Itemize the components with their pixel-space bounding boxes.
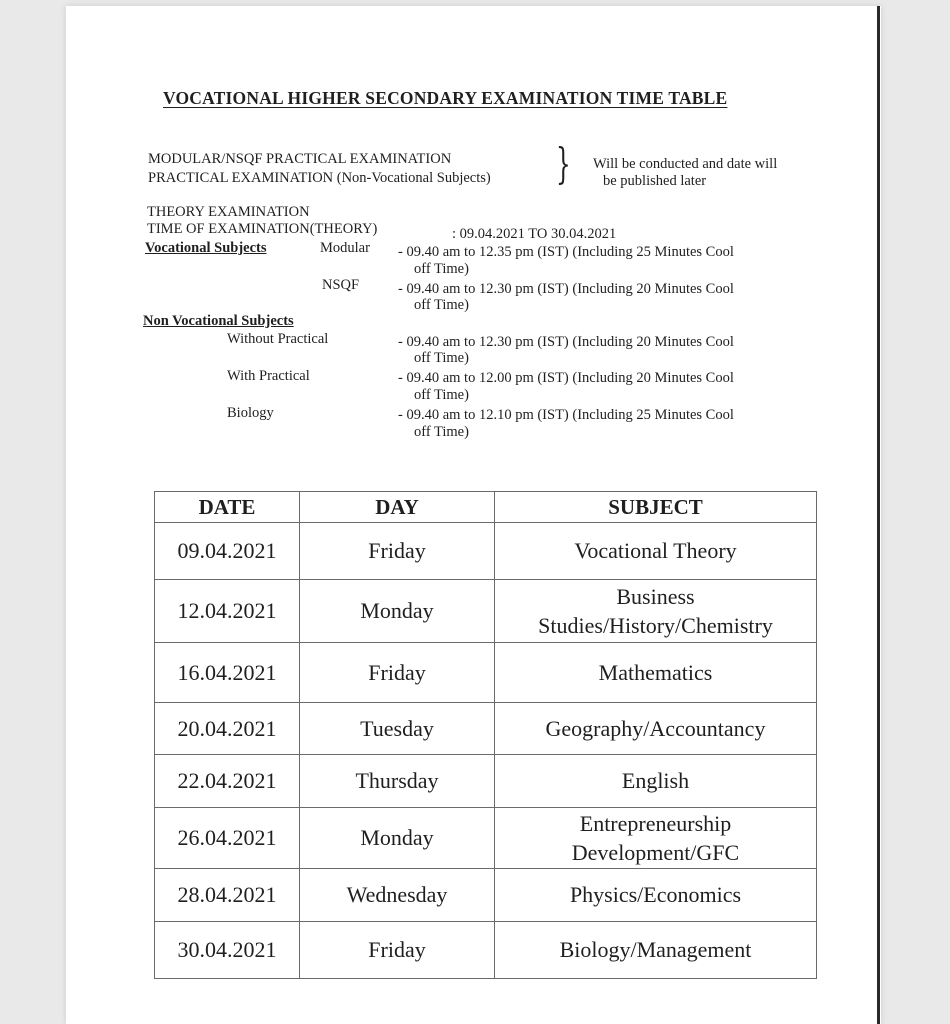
subject-cell (495, 808, 817, 869)
with-practical-label: With Practical (227, 368, 310, 384)
column-header-subject: SUBJECT (495, 492, 817, 523)
subject-cell (495, 580, 817, 643)
without-practical-time-line2: off Time) (414, 350, 469, 366)
with-practical-time-line1: - 09.40 am to 12.00 pm (IST) (Including 20 Minutes Cool (398, 370, 734, 386)
nsqf-time-line1: - 09.40 am to 12.30 pm (IST) (Including 20 Minutes Cool (398, 281, 734, 297)
date-cell: 28.04.2021 (155, 869, 300, 922)
day-cell: Tuesday (300, 703, 495, 755)
table-row (155, 808, 817, 869)
day-cell: Wednesday (300, 869, 495, 922)
table-row (155, 523, 817, 580)
date-cell: 20.04.2021 (155, 703, 300, 755)
theory-heading: THEORY EXAMINATION (147, 204, 310, 220)
nsqf-label: NSQF (322, 277, 360, 293)
day-cell: Monday (300, 808, 495, 869)
date-cell: 16.04.2021 (155, 643, 300, 703)
column-header-date: DATE (155, 492, 300, 523)
exam-timetable (154, 491, 817, 979)
page-title: VOCATIONAL HIGHER SECONDARY EXAMINATION TIME TABLE (163, 88, 728, 108)
practical-line-non-vocational: PRACTICAL EXAMINATION (Non-Vocational Subjects) (148, 170, 491, 186)
without-practical-label: Without Practical (227, 331, 329, 347)
theory-time-label: TIME OF EXAMINATION(THEORY) (147, 221, 378, 237)
day-cell: Friday (300, 643, 495, 703)
practical-note-line1: Will be conducted and date will (593, 156, 778, 172)
column-header-day: DAY (300, 492, 495, 523)
day-cell: Friday (300, 523, 495, 580)
day-cell: Monday (300, 580, 495, 643)
biology-time-line2: off Time) (414, 424, 469, 440)
day-cell: Thursday (300, 755, 495, 808)
vocational-subjects-label: Vocational Subjects (145, 240, 267, 256)
modular-time-line2: off Time) (414, 261, 469, 277)
date-cell: 12.04.2021 (155, 580, 300, 643)
practical-note-line2: be published later (603, 173, 707, 189)
date-cell: 22.04.2021 (155, 755, 300, 808)
table-header-row (155, 492, 817, 523)
subject-cell: Physics/Economics (495, 869, 817, 922)
subject-cell: Biology/Management (495, 922, 817, 979)
date-cell: 30.04.2021 (155, 922, 300, 979)
modular-label: Modular (320, 240, 370, 256)
date-cell: 09.04.2021 (155, 523, 300, 580)
subject-line: Studies/History/Chemistry (538, 613, 773, 638)
subject-cell: Mathematics (495, 643, 817, 703)
non-vocational-subjects-label: Non Vocational Subjects (143, 313, 294, 329)
biology-label: Biology (227, 405, 274, 421)
subject-line: Entrepreneurship (579, 811, 732, 836)
table-row (155, 922, 817, 979)
table-row (155, 703, 817, 755)
biology-time-line1: - 09.40 am to 12.10 pm (IST) (Including 25 Minutes Cool (398, 407, 734, 423)
subject-cell: Geography/Accountancy (495, 703, 817, 755)
date-cell: 26.04.2021 (155, 808, 300, 869)
day-cell: Friday (300, 922, 495, 979)
table-row (155, 755, 817, 808)
table-row (155, 643, 817, 703)
subject-cell: English (495, 755, 817, 808)
subject-line: Business (616, 584, 695, 609)
subject-line: Development/GFC (571, 840, 740, 865)
with-practical-time-line2: off Time) (414, 387, 469, 403)
theory-time-value: : 09.04.2021 TO 30.04.2021 (452, 226, 617, 242)
without-practical-time-line1: - 09.40 am to 12.30 pm (IST) (Including 20 Minutes Cool (398, 334, 734, 350)
nsqf-time-line2: off Time) (414, 297, 469, 313)
page-edge-shadow (877, 6, 880, 1024)
brace-symbol: } (556, 139, 571, 188)
modular-time-line1: - 09.40 am to 12.35 pm (IST) (Including 25 Minutes Cool (398, 244, 734, 260)
subject-cell: Vocational Theory (495, 523, 817, 580)
practical-line-modular: MODULAR/NSQF PRACTICAL EXAMINATION (148, 151, 452, 167)
table-row (155, 869, 817, 922)
table-row (155, 580, 817, 643)
